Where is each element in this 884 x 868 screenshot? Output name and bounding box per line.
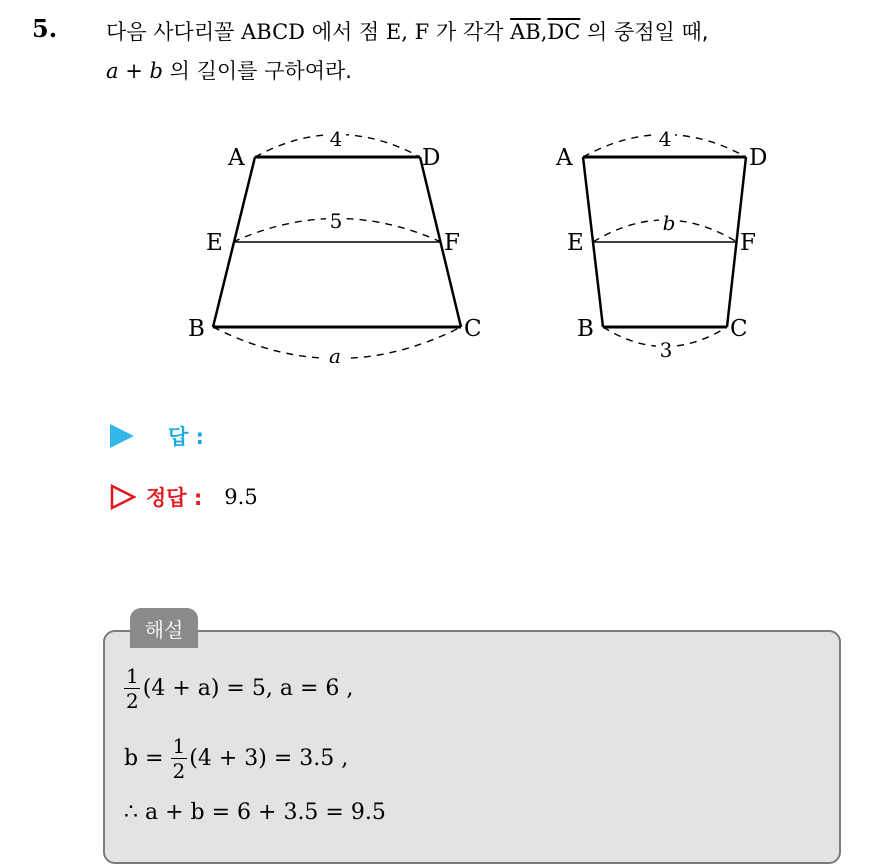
question-text-part: 의 길이를 구하여라. [169,59,352,83]
segment-dc: $\overline{DC}$ [547,20,581,44]
question-text-part: 가 각각 [435,20,504,44]
left-trapezoid [188,124,482,368]
filled-triangle-icon [110,424,134,448]
trapezoid-name: ABCD [241,20,305,44]
correct-answer-value: 9.5 [224,485,258,509]
left-vertex-b: B [188,316,205,342]
correct-answer-row [110,482,258,512]
right-vertex-f: F [740,230,756,256]
answer-row [110,421,204,451]
fraction-numerator: 1 [172,734,186,758]
right-trapezoid [555,124,767,362]
explanation-line-3: ∴ a + b = 6 + 3.5 = 9.5 [124,800,386,825]
left-top-length: 4 [329,127,343,151]
explanation-line-1 [124,666,353,711]
fraction-denominator: 2 [172,759,186,783]
left-mid-length: 5 [329,209,343,233]
plus-sign: + [118,59,150,83]
left-vertex-d: D [422,145,441,171]
question-text-part: 의 중점일 때, [587,20,709,44]
explanation-expression: (4 + 3) = 3.5 , [189,746,349,771]
left-vertex-e: E [206,230,223,256]
right-vertex-b: B [577,316,594,342]
explanation-prefix: b = [124,746,171,771]
segment-ab: $\overline{AB}$ [510,20,541,44]
trapezoid-figures [0,0,884,400]
answer-label: 답 : [168,425,204,449]
fraction-half [171,736,188,781]
left-vertex-f: F [444,230,460,256]
outline-triangle-icon [110,484,136,510]
explanation-expression: (4 + a) = 5, a = 6 , [142,676,354,701]
right-vertex-c: C [730,316,748,342]
points-ef: E, F [385,20,430,44]
explanation-tab: 해설 [130,608,198,648]
left-vertex-a: A [228,145,245,171]
right-mid-length: b [662,211,676,235]
left-bottom-length: a [329,344,341,368]
var-b: b [149,59,163,83]
explanation-line-2 [124,736,348,781]
segment-comma: , [540,20,548,44]
correct-answer-label: 정답 : [146,486,203,510]
right-vertex-a: A [556,145,573,171]
right-vertex-d: D [749,145,768,171]
question-number: 5. [32,14,58,43]
right-top-length: 4 [658,127,672,151]
question-text-part: 다음 사다리꼴 [106,20,235,44]
right-bottom-length: 3 [659,338,673,362]
right-vertex-e: E [567,230,584,256]
left-vertex-c: C [464,316,482,342]
question-text-part: 에서 점 [311,20,380,44]
var-a: a [106,59,119,83]
fraction-numerator: 1 [126,664,139,688]
fraction-half [124,666,141,711]
fraction-denominator: 2 [126,689,139,713]
